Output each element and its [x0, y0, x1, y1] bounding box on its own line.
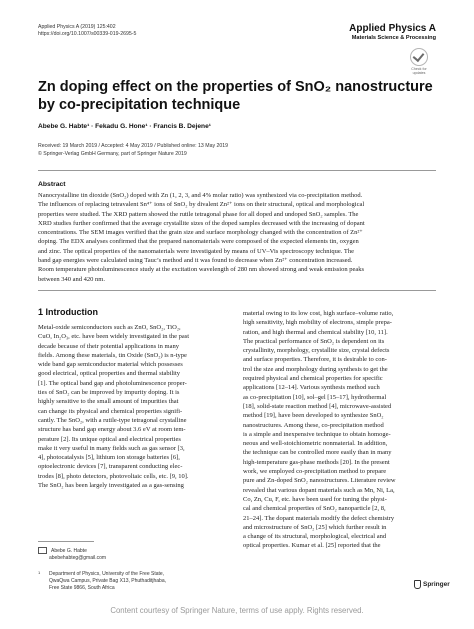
body-text-line: method [19], have been developed to synthesize SnO₂ — [243, 412, 384, 420]
body-text-line: trol the size and morphology during synthesis to get the — [243, 365, 388, 373]
body-text-line: crystallinity, morphology, crystallite size, crystal defects — [243, 347, 390, 355]
body-text-line: applications [12–14]. Various synthesis method such — [243, 384, 380, 392]
body-column-right — [243, 309, 436, 551]
body-text-line: work, we employed co-precipitation method to prepare — [243, 468, 387, 476]
body-text-line: highly sensitive to the small amount of impurities that — [38, 398, 179, 406]
body-text-line: [1]. The optical band gap and photoluminescence proper- — [38, 379, 187, 387]
envelope-icon — [38, 547, 47, 554]
citation-header — [38, 24, 136, 39]
affiliation-footnote — [38, 571, 166, 592]
body-text-line: The practical performance of SnO₂ is dependent on its — [243, 337, 385, 345]
body-text-line: material owing to its low cost, high surface–volume ratio, — [243, 310, 394, 317]
body-text-line: structure has band gap energy about 3.6 eV at room tem- — [38, 426, 186, 434]
body-text-line: good electrical, optical properties and thermal stability — [38, 370, 181, 378]
body-text-line: perature [2]. Its unique optical and electrical properties — [38, 435, 181, 443]
dates-text: Received: 19 March 2019 / Accepted: 4 May 2019 / Published online: 13 May 2019 — [38, 143, 229, 149]
body-text-line: can change its physical and chemical properties signifi- — [38, 407, 183, 415]
abstract-divider — [38, 290, 436, 291]
copyright-text: © Springer-Verlag GmbH Germany, part of Springer Nature 2019 — [38, 151, 187, 157]
body-text-line: optoelectronic devices [7], transparent conducting elec- — [38, 463, 183, 471]
springer-horse-icon — [414, 580, 421, 589]
abstract-line: and zinc. The optical properties of the nanomaterials were investigated by means of UV–Vis spectroscopy technique. The — [38, 247, 354, 255]
body-text-line: high sensitivity, high mobility of electrons, simple prepa- — [243, 319, 392, 327]
check-updates-icon — [410, 48, 428, 66]
affiliation-line: Department of Physics, University of the Free State, — [49, 571, 165, 577]
doi-link[interactable]: https://doi.org/10.1007/s00339-019-2695-5 — [38, 31, 137, 38]
body-text-line: [18], solid-state reaction method [4], microwave-assisted — [243, 402, 392, 410]
body-text-line: nanostructures. Among these, co-precipitation method — [243, 421, 384, 429]
check-for-updates-badge[interactable] — [408, 48, 430, 75]
body-text-line: is a simple and inexpensive technique to obtain homoge- — [243, 430, 391, 438]
body-text-line: required physical and chemical properties for specific — [243, 375, 383, 383]
springer-logo — [414, 580, 450, 589]
journal-subtitle: Materials Science & Processing — [351, 35, 436, 41]
body-column-left — [38, 323, 231, 490]
body-text-line: decade because of their potential applications in many — [38, 342, 179, 350]
abstract-line: XRD studies further confirmed that the average crystallite sizes of the doped samples decreased with the increasing of dopant — [38, 219, 365, 227]
title-line-2: by co-precipitation technique — [38, 97, 241, 113]
affiliation-line: Free State 9866, South Africa — [49, 585, 115, 591]
publication-dates — [38, 142, 228, 158]
affiliation-line: QwaQwa Campus, Private Bag X13, Phuthaditjhaba, — [49, 578, 167, 584]
body-text-line: cal and chemical properties of SnO₂ nanoparticle [2, 8, — [243, 505, 386, 513]
body-text-line: fields. Among these materials, tin Oxide (SnO₂) is n-type — [38, 351, 187, 359]
check-updates-label: Check for updates — [411, 67, 427, 76]
abstract-line: Nanocrystalline tin dioxide (SnO₂) doped with Zn (1, 2, 3, and 4% molar ratio) was synthesized via co-precipitation method. — [38, 192, 363, 199]
body-text-line: pure and Zn-doped SnO₂ nanostructures. Literature review — [243, 477, 396, 485]
courtesy-footer: Content courtesy of Springer Nature, terms of use apply. Rights reserved. — [110, 606, 364, 615]
body-text-line: 21–24]. The dopant materials modify the defect chemistry — [243, 514, 395, 522]
body-text-line: make it very useful in many fields such as gas sensor [3, — [38, 444, 185, 452]
affiliation-text — [38, 571, 166, 592]
abstract-line: Room temperature photoluminescence study at the excitation wavelength of 280 nm showed strong and weak emission peaks — [38, 266, 365, 274]
abstract-heading: Abstract — [38, 181, 66, 188]
author-list — [38, 123, 211, 130]
corresponding-author — [38, 547, 106, 562]
body-text-line: the technique can be controlled more easily than in many — [243, 449, 392, 457]
publisher-name: Springer — [423, 581, 450, 589]
body-text-line: wide band gap semiconductor material which possesses — [38, 361, 183, 369]
corresponding-email[interactable]: abebehabteg@gmail.com — [49, 554, 107, 561]
body-text-line: cantly. The SnO₂, with a rutile-type tetragonal crystalline — [38, 416, 187, 424]
body-text-line: optical properties. Kumar et al. [25] reported that the — [243, 542, 381, 550]
abstract-line: band gap energies were calculated using Tauc’s method and it was found to decrease when Zn²⁺ concentration increased. — [38, 257, 353, 265]
abstract-line: concentrations. The SEM images verified that the grain size and surface morphology changed with the concentration of Zn²⁺ — [38, 229, 363, 237]
body-text-line: revealed that various dopant materials such as Mn, Ni, La, — [243, 486, 395, 494]
footnote-divider — [38, 541, 94, 542]
abstract-body — [38, 191, 436, 284]
body-text-line: 4], photocatalysis [5], lithium ion storage batteries [6], — [38, 454, 180, 462]
abstract-line: properties were studied. The XRD pattern showed the rutile tetragonal phase for all doped and undoped SnO₂ samples. The — [38, 210, 359, 218]
body-text-line: as co-precipitation [10], sol–gel [15–17], hydrothermal — [243, 393, 387, 401]
body-text-line: ration, and high thermal and chemical stability [10, 11]. — [243, 328, 388, 336]
body-text-line: a change of its structural, morphological, electrical and — [243, 533, 387, 541]
abstract-line: The influences of replacing tetravalent Sn⁴⁺ ions of SnO₂ by divalent Zn²⁺ ions on their structural, optical and morphological — [38, 201, 365, 209]
body-text-line: and surface properties. Therefore, it is desirable to con- — [243, 356, 387, 364]
section-heading-introduction: 1 Introduction — [38, 307, 98, 317]
article-title — [38, 78, 438, 114]
corresponding-name: Abebe G. Habte — [51, 547, 87, 554]
body-text-line: high-temperature gas-phase methods [20]. In the present — [243, 458, 390, 466]
body-text-line: trodes [8], photo detectors, photovoltaic cells, etc. [9, 10]. — [38, 472, 189, 480]
authors-text: Abebe G. Habte¹ · Fekadu G. Hone¹ · Francis B. Dejene¹ — [38, 123, 211, 130]
journal-name: Applied Physics A — [349, 23, 436, 34]
journal-header — [349, 23, 436, 42]
body-text-line: ties of SnO₂ can be improved by impurity doping. It is — [38, 389, 180, 397]
body-text-line: Metal-oxide semiconductors such as ZnO, SnO₂, TiO₂, — [38, 324, 181, 331]
abstract-line: between 340 and 420 nm. — [38, 275, 105, 283]
body-text-line: and microstructure of SnO₂ [25] which further result in — [243, 523, 387, 531]
header-divider — [38, 170, 436, 171]
abstract-line: doping. The EDX analyses confirmed that the prepared nanomaterials were composed of the expected elements tin, oxygen — [38, 238, 359, 246]
citation-text: Applied Physics A (2019) 125:402 — [38, 24, 116, 30]
title-line-1: Zn doping effect on the properties of SnO₂ nanostructure — [38, 79, 433, 95]
body-text-line: Co, Zn, Cu, F, etc. have been used for tuning the physi- — [243, 495, 387, 503]
body-text-line: CuO, In₂O₃, etc. have been widely investigated in the past — [38, 333, 190, 341]
body-text-line: neous and well-stoichiometric nonmaterial. In addition, — [243, 440, 388, 448]
body-text-line: The SnO₂ has been largely investigated as a gas-sensing — [38, 482, 184, 490]
affiliation-mark: 1 — [38, 570, 41, 575]
